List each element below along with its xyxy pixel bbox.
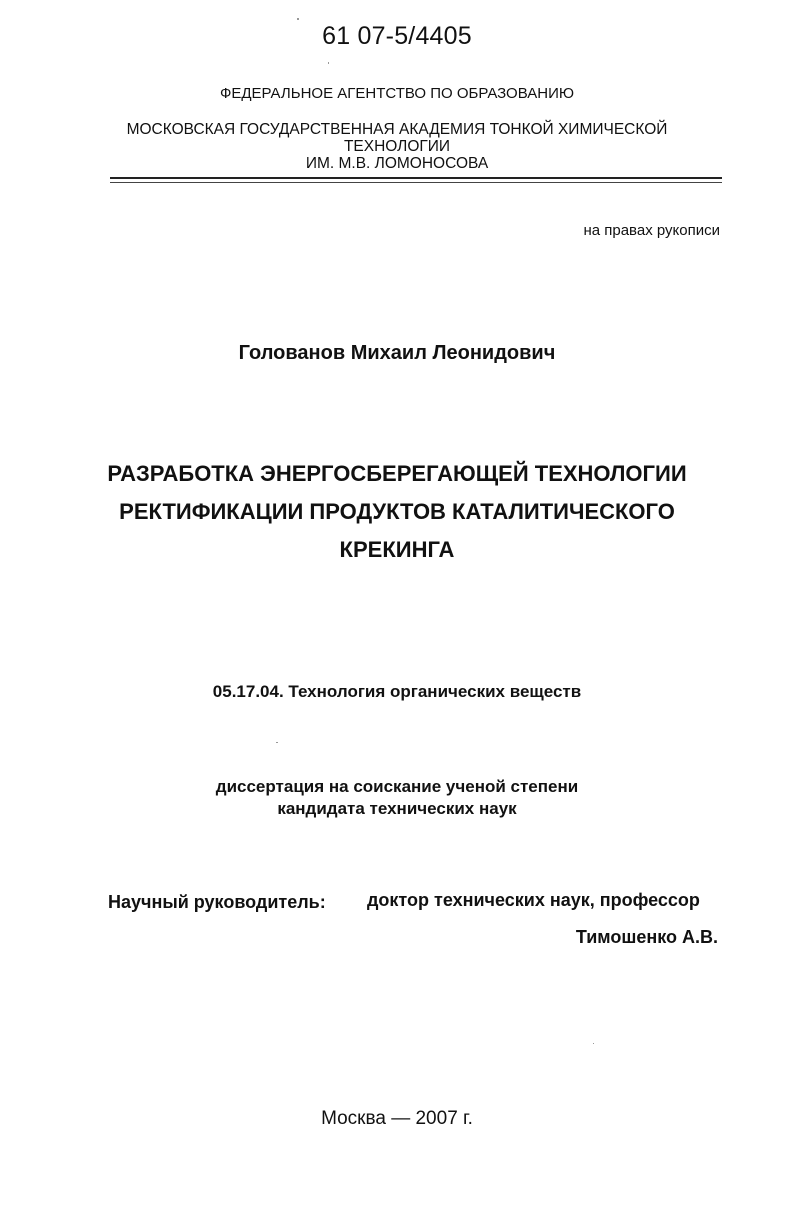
supervisor-degree: доктор технических наук, профессор [367, 890, 700, 910]
title-line: РАЗРАБОТКА ЭНЕРГОСБЕРЕГАЮЩЕЙ ТЕХНОЛОГИИ [107, 461, 687, 486]
agency-name: ФЕДЕРАЛЬНОЕ АГЕНТСТВО ПО ОБРАЗОВАНИЮ [219, 85, 575, 102]
scan-speck [297, 18, 299, 20]
header-divider-thick [110, 177, 722, 179]
academy-line: МОСКОВСКАЯ ГОСУДАРСТВЕННАЯ АКАДЕМИЯ ТОНКОЙ ХИМИЧЕСКОЙ [126, 121, 668, 138]
scan-speck [328, 62, 329, 64]
supervisor-name: Тимошенко А.В. [575, 927, 718, 947]
dissertation-line: кандидата технических наук [277, 799, 517, 818]
academy-name [0, 121, 794, 172]
thesis-title [0, 455, 794, 569]
academy-line: ТЕХНОЛОГИИ [343, 138, 451, 155]
scan-speck [276, 742, 278, 743]
scan-speck [593, 1043, 594, 1044]
rights-note: на правах рукописи [583, 222, 720, 239]
dissertation-type [0, 776, 794, 820]
title-line: КРЕКИНГА [339, 537, 455, 562]
specialty-code: 05.17.04. Технология органических веществ [212, 682, 582, 701]
supervisor-label: Научный руководитель: [108, 892, 326, 912]
city-year: Москва — 2007 г. [321, 1108, 473, 1129]
dissertation-line: диссертация на соискание ученой степени [215, 777, 579, 796]
author-name: Голованов Михаил Леонидович [238, 342, 556, 364]
catalog-number: 61 07-5/4405 [322, 22, 472, 50]
academy-line: ИМ. М.В. ЛОМОНОСОВА [305, 155, 489, 172]
header-divider-thin [110, 182, 722, 183]
title-line: РЕКТИФИКАЦИИ ПРОДУКТОВ КАТАЛИТИЧЕСКОГО [119, 499, 675, 524]
